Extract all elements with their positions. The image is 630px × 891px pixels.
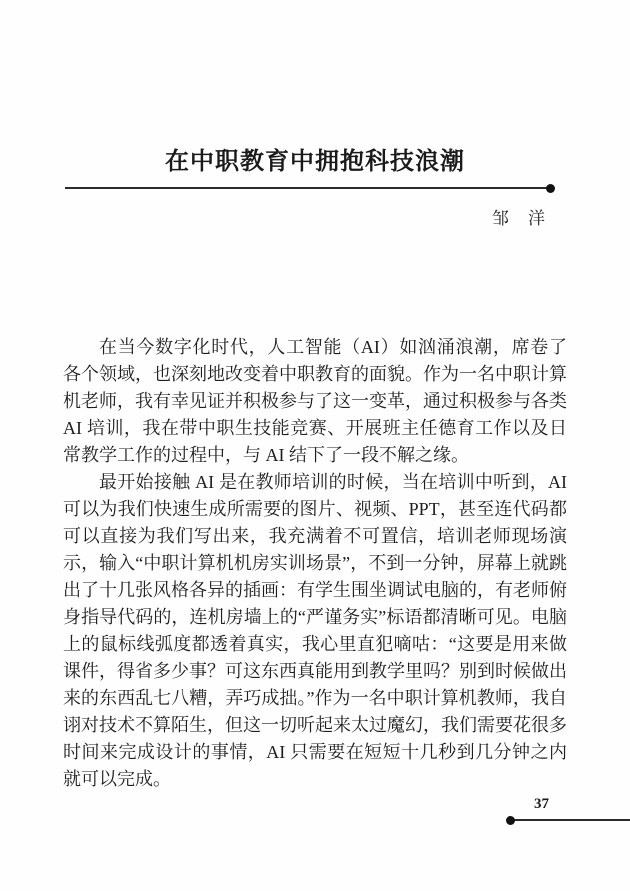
article-body [63,334,567,793]
page-number: 37 [534,796,549,812]
title-divider-rule [65,187,551,189]
paragraph-1: 在当今数字化时代，人工智能（AI）如汹涌浪潮，席卷了各个领域，也深刻地改变着中职教育的面貌。作为一名中职计算机老师，我有幸见证并积极参与了这一变革，通过积极参与各类 AI 培训，我在带中职生技能竞赛、开展班主任德育工作以及日常教学工作的过程中，与 AI 结下了一段不解之缘。 [63,337,567,465]
divider-end-dot-icon [546,184,555,193]
author-name: 邹 洋 [492,209,546,228]
paragraph-2: 最开始接触 AI 是在教师培训的时候，当在培训中听到，AI 可以为我们快速生成所需要的图片、视频、PPT，甚至连代码都可以直接为我们写出来，我充满着不可置信，培训老师现场演示，输入“中职计算机机房实训场景”，不到一分钟，屏幕上就跳出了十几张风格各异的插画：有学生围坐调试电脑的，有老师俯身指导代码的，连机房墙上的“严谨务实”标语都清晰可见。电脑上的鼠标线弧度都透着真实，我心里直犯嘀咕：“这要是用来做课件，得省多少事？可这东西真能用到教学里吗？别到时候做出来的东西乱七八糟，弄巧成拙。”作为一名中职计算机教师，我自诩对技术不算陌生，但这一切听起来太过魔幻，我们需要花很多时间来完成设计的事情，AI 只需要在短短十几秒到几分钟之内就可以完成。 [63,472,567,789]
footer-divider-rule [508,819,630,821]
divider-start-dot-icon [506,816,515,825]
article-title: 在中职教育中拥抱科技浪潮 [165,149,465,175]
